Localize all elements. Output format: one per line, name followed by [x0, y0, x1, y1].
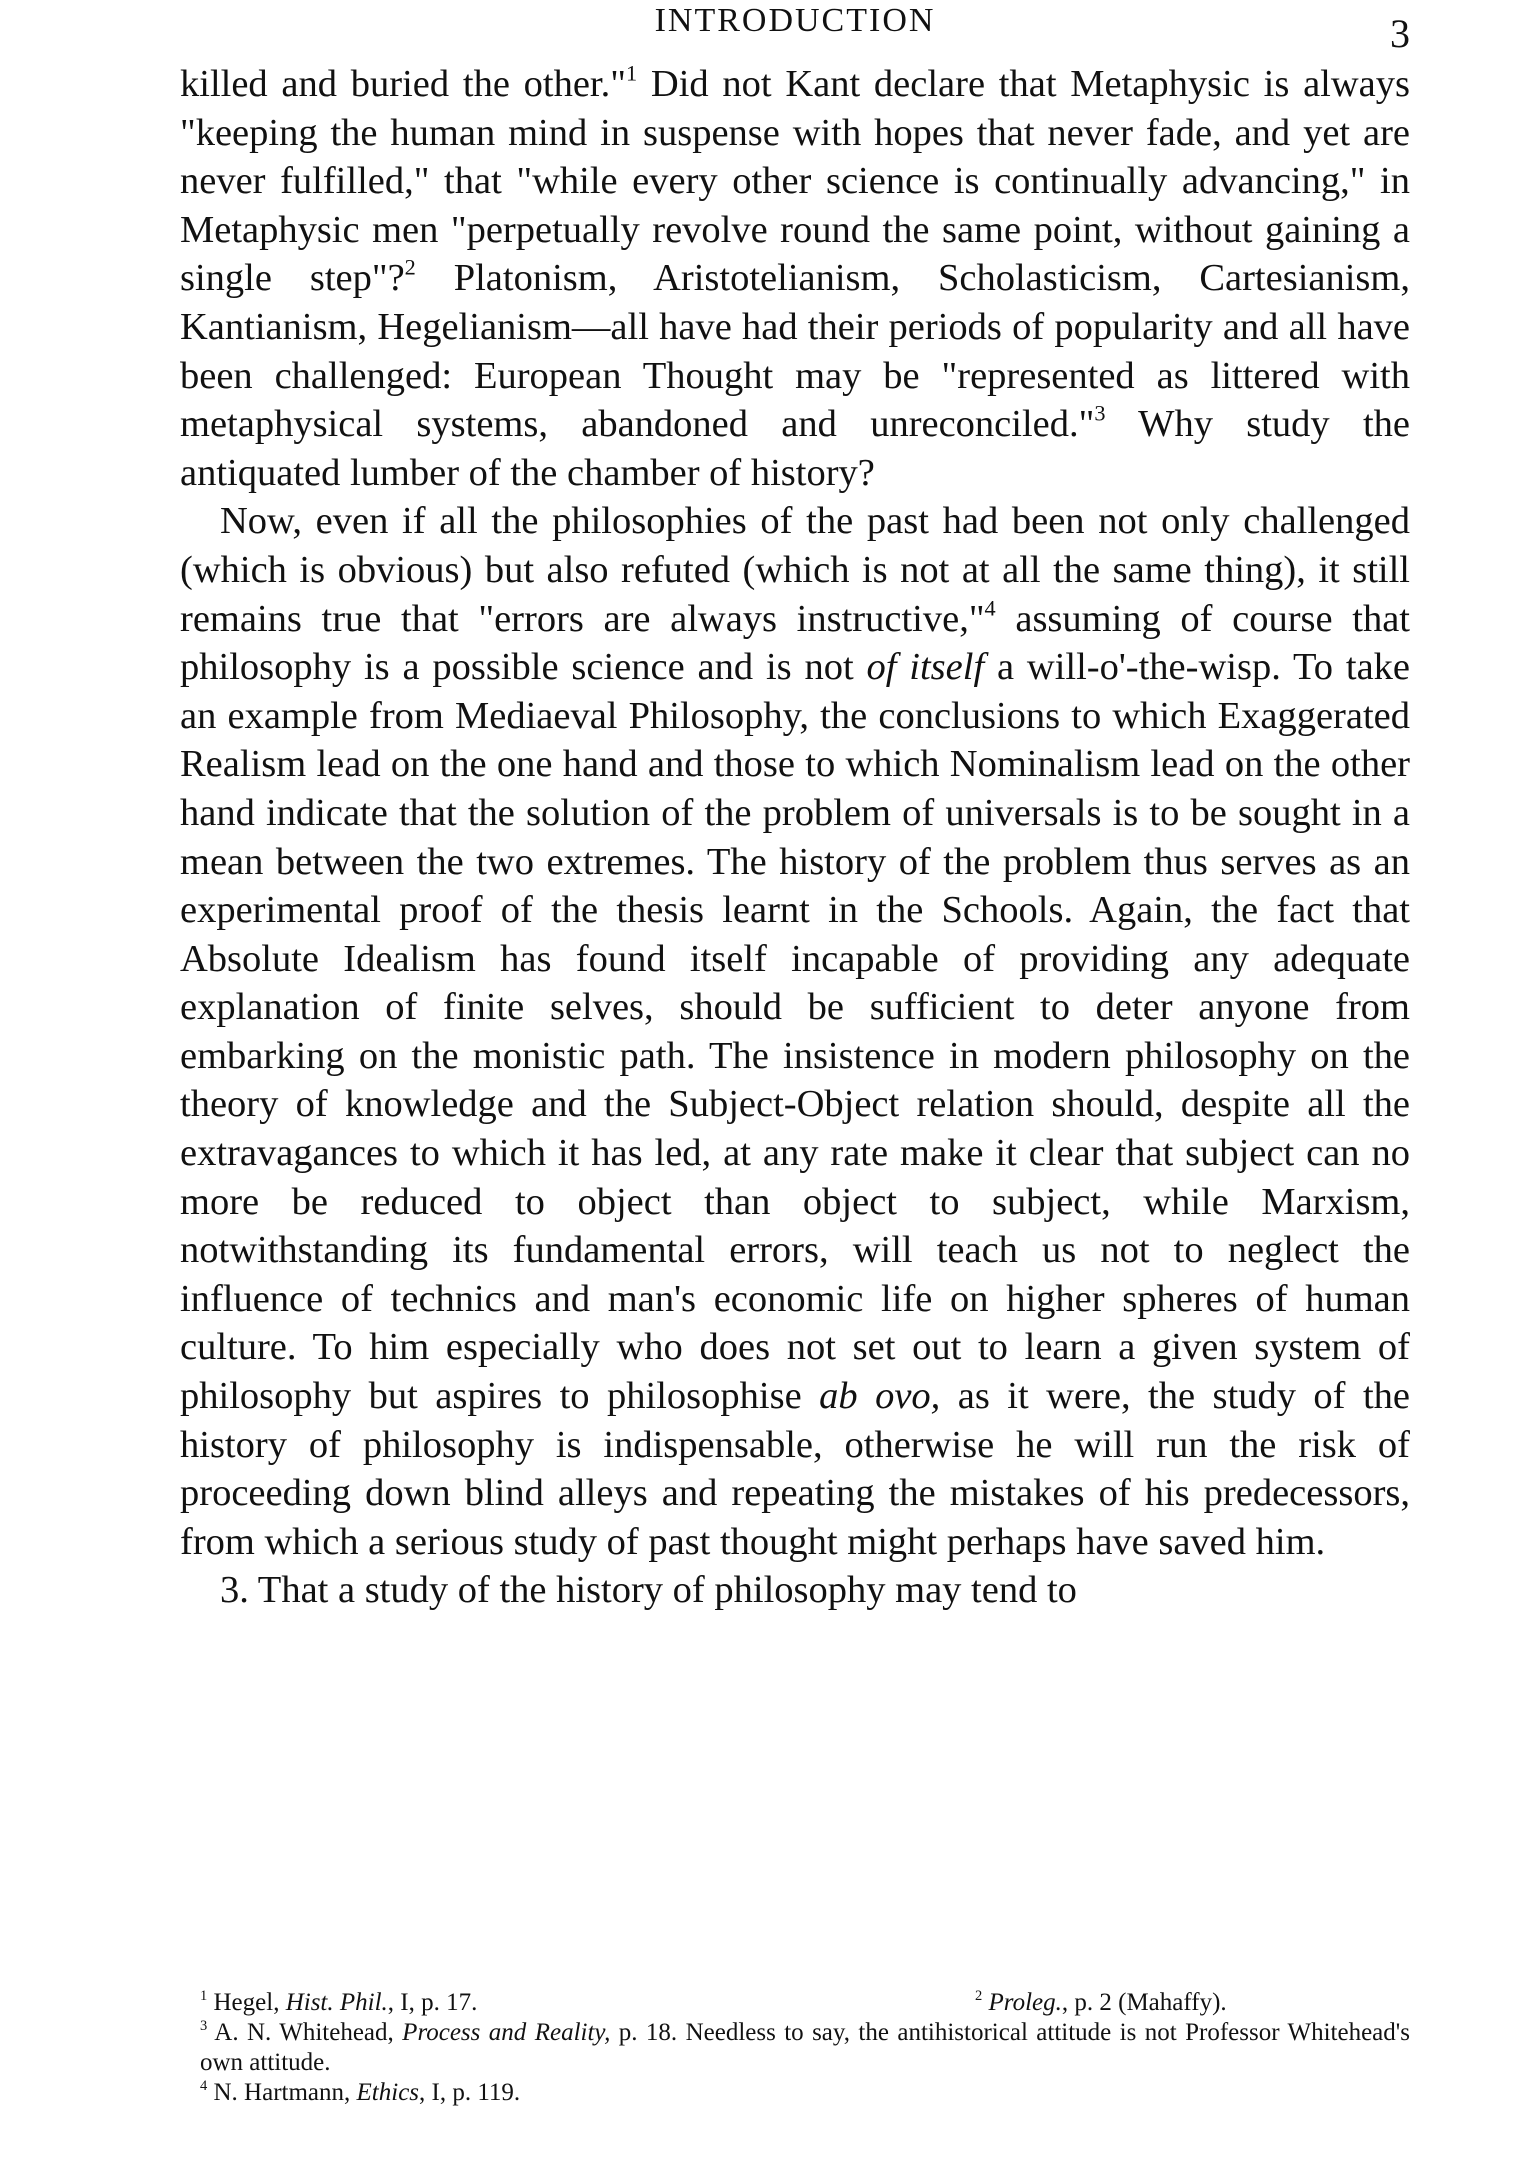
footnote-ref-3: 3	[1094, 400, 1106, 426]
italic-phrase: of itself	[866, 646, 985, 689]
footnote-ref-2: 2	[404, 254, 416, 280]
footnote-rest: , I, p. 119.	[419, 2079, 521, 2106]
paragraph-1-text: Did not Kant declare that Metaphysic is always "keeping the human mind in suspense with hopes that never fade, and yet are never fulfilled," that "while every other science is continually advancing," in Metaphysic men "perpetually revolve round the same point, without gaining a single step"?	[180, 63, 1410, 300]
footnote-ref-4: 4	[984, 594, 996, 620]
paragraph-1-text: Platonism, Aristotelianism, Scholasticism, Cartesianism, Kantianism, Hegelianism—all have had their periods of popularity and all have been challenged: European Thought may be "represented as littered with metaphysical systems, abandoned and unreconciled."	[180, 257, 1410, 446]
paragraph-1-text: killed and buried the other."	[180, 63, 626, 105]
paragraph-2-text: Now, even if all the philosophies of the past had been not only challenged (which is obvious) but also refuted (which is not at all the same thing), it still remains true that "errors are always instructive,"	[180, 500, 1410, 640]
footnote-author: A. N. Whitehead,	[214, 2019, 403, 2046]
paragraph-2	[180, 497, 1410, 1566]
footnote-rest: , p. 2 (Mahaffy).	[1061, 1989, 1227, 2016]
footnote-mark: 1	[200, 1987, 208, 2004]
footnote-title: Hist. Phil.	[285, 1989, 388, 2016]
footnote-ref-1: 1	[625, 60, 638, 86]
footnote-3	[180, 2018, 1410, 2078]
running-head	[180, 2, 1410, 56]
footnotes	[180, 1988, 1410, 2108]
footnote-title: Ethics	[356, 2079, 420, 2106]
footnote-row	[180, 1988, 1410, 2018]
body-text	[180, 60, 1410, 1615]
paragraph-2-text: a will-o'-the-wisp. To take an example from Mediaeval Philosophy, the conclusions to which Exaggerated Realism lead on the one hand and those to which Nominalism lead on the other hand indicate that the solution of the problem of universals is to be sought in a mean between the two extremes. The history of the problem thus serves as an experimental proof of the thesis learnt in the Schools. Again, the fact that Absolute Idealism has found itself incapable of providing any adequate explanation of finite selves, should be sufficient to deter anyone from embarking on the monistic path. The insistence in modern philosophy on the theory of knowledge and the Subject-Object relation should, despite all the extravagances to which it has led, at any rate make it clear that subject can no more be reduced to object than object to subject, while Marxism, notwithstanding its fundamental errors, will teach us not to neglect the influence of technics and man's economic life on higher spheres of human culture. To him especially who does not set out to learn a given system of philosophy but aspires to philosophise	[180, 646, 1410, 1418]
italic-phrase: ab ovo,	[819, 1375, 941, 1418]
footnote-rest: p. 18. Needless to say, the antihistorical attitude is not Professor Whitehead's own attitude.	[200, 2019, 1410, 2076]
chapter-title: INTRODUCTION	[654, 2, 936, 39]
footnote-mark: 3	[200, 2017, 208, 2034]
footnote-4	[180, 2078, 1410, 2108]
paragraph-2-text: assuming of course that philosophy is a possible science and is not	[180, 597, 1410, 689]
paragraph-3-text: 3. That a study of the history of philosophy may tend to	[220, 1569, 1077, 1612]
footnote-rest: , I, p. 17.	[387, 1989, 478, 2016]
paragraph-1	[180, 60, 1410, 497]
footnote-author: Hegel,	[213, 1989, 286, 2016]
footnote-title: Proleg.	[988, 1989, 1062, 2016]
paragraph-3	[180, 1566, 1410, 1615]
page-number: 3	[1390, 11, 1410, 56]
footnote-title: Process and Reality,	[402, 2019, 611, 2046]
paragraph-2-text: as it were, the study of the history of philosophy is indispensable, otherwise he will run the risk of proceeding down blind alleys and repeating the mistakes of his predecessors, from which a serious study of past thought might perhaps have saved him.	[180, 1375, 1410, 1563]
footnote-1	[200, 1988, 477, 2018]
footnote-2	[975, 1988, 1227, 2018]
footnote-mark: 2	[975, 1987, 983, 2004]
footnote-author: N. Hartmann,	[213, 2079, 357, 2106]
paragraph-1-text: Why study the antiquated lumber of the chamber of history?	[180, 403, 1411, 494]
footnote-mark: 4	[200, 2077, 208, 2094]
